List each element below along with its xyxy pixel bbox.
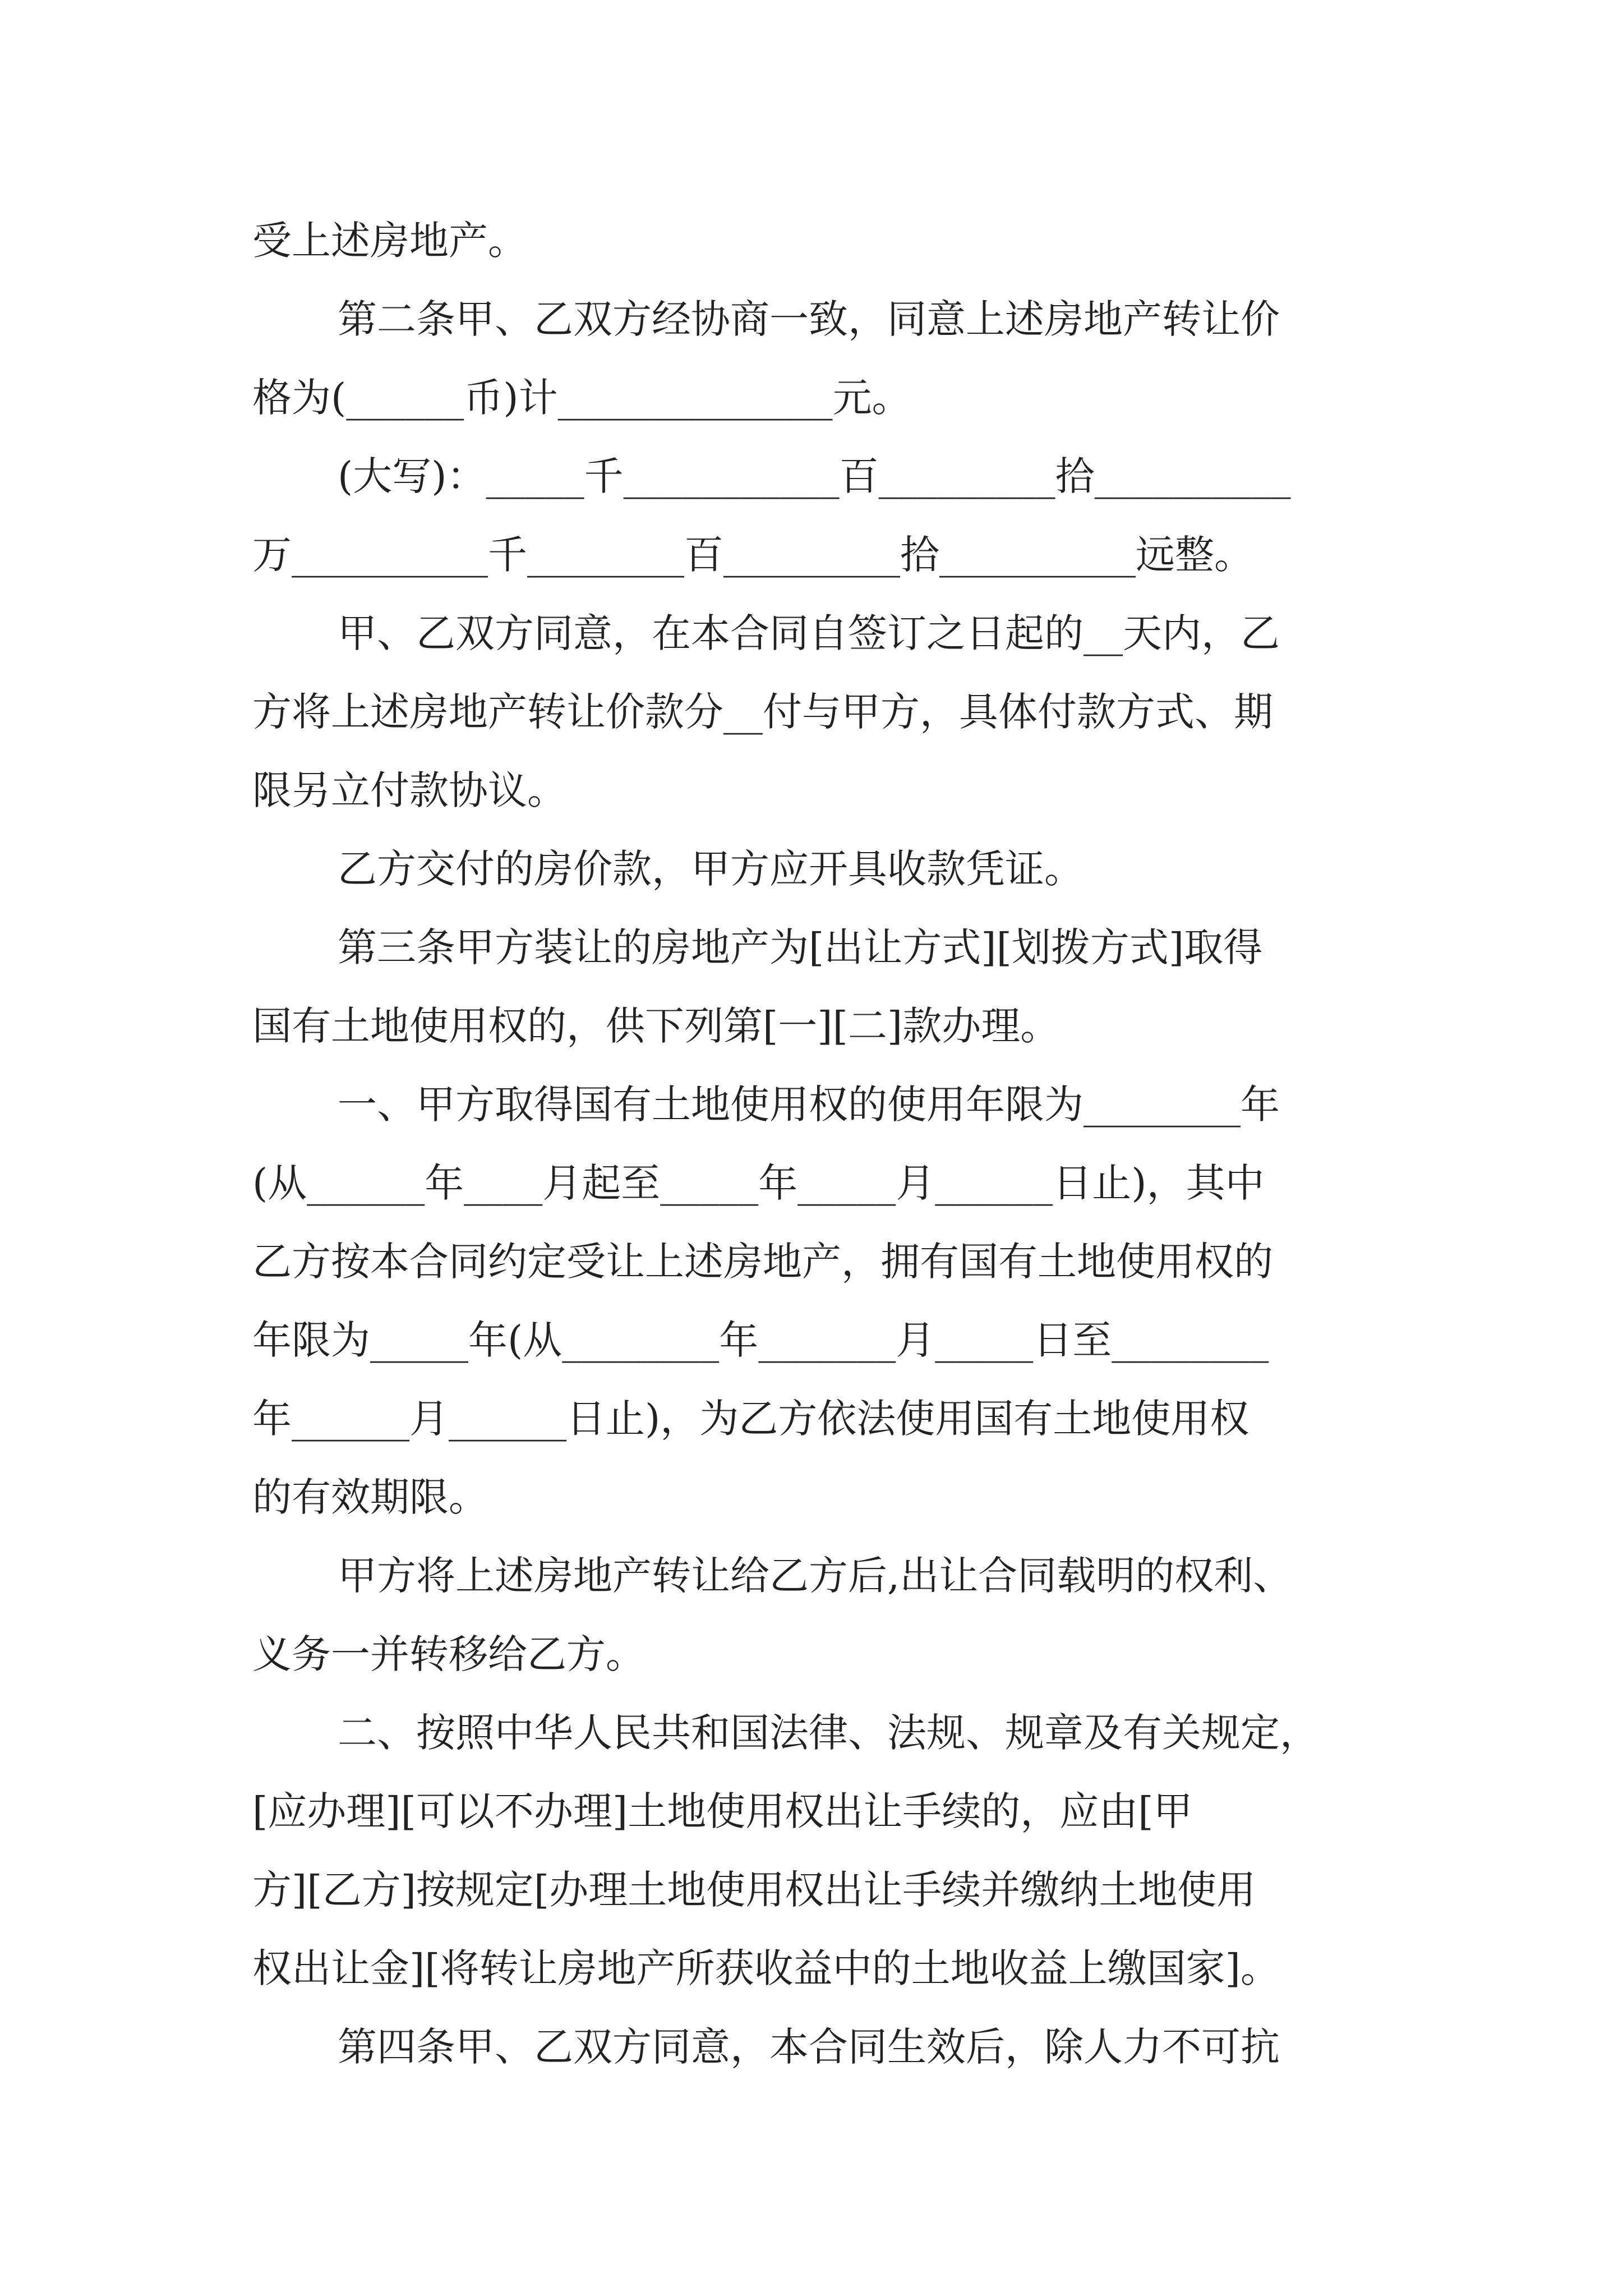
text-line: 方][乙方]按规定[办理土地使用权出让手续并缴纳土地使用 — [252, 1867, 1256, 1913]
text-line: 国有土地使用权的，供下列第[一][二]款办理。 — [252, 1003, 1060, 1049]
text-line: 乙方按本合同约定受让上述房地产，拥有国有土地使用权的 — [252, 1239, 1273, 1285]
text-line: [应办理][可以不办理]土地使用权出让手续的，应由[甲 — [252, 1788, 1193, 1834]
text-line: 乙方交付的房价款，甲方应开具收款凭证。 — [338, 846, 1083, 892]
text-line: 年限为_____年(从________年_______月_____日至________ — [252, 1317, 1269, 1363]
text-line: 格为(______币)计______________元。 — [252, 375, 911, 421]
text-line: 义务一并转移给乙方。 — [252, 1631, 645, 1677]
text-line: 权出让金][将转让房地产所获收益中的土地收益上缴国家]。 — [252, 1945, 1280, 1991]
text-line: 的有效期限。 — [252, 1474, 488, 1520]
text-line: (从______年____月起至_____年_____月______日止)，其中 — [252, 1160, 1265, 1206]
text-line: 第三条甲方装让的房地产为[出让方式][划拨方式]取得 — [338, 924, 1263, 970]
text-line: 受上述房地产。 — [252, 218, 527, 264]
text-line: 第二条甲、乙双方经协商一致，同意上述房地产转让价 — [338, 296, 1280, 342]
text-line: 二、按照中华人民共和国法律、法规、规章及有关规定， — [338, 1710, 1319, 1756]
text-line: 第四条甲、乙双方同意，本合同生效后，除人力不可抗 — [338, 2024, 1280, 2070]
text-line: 甲方将上述房地产转让给乙方后,出让合同载明的权利、 — [338, 1553, 1293, 1599]
text-line: 方将上述房地产转让价款分__付与甲方，具体付款方式、期 — [252, 689, 1273, 735]
text-line: 一、甲方取得国有土地使用权的使用年限为________年 — [338, 1082, 1280, 1128]
text-line: 万__________千________百_________拾__________远整。 — [252, 532, 1253, 578]
text-line: 甲、乙双方同意，在本合同自签订之日起的__天内，乙 — [338, 610, 1280, 656]
text-line: 年______月______日止)，为乙方依法使用国有土地使用权 — [252, 1396, 1249, 1442]
text-line: (大写)：_____千___________百_________拾__________ — [338, 453, 1291, 499]
text-line: 限另立付款协议。 — [252, 767, 566, 813]
